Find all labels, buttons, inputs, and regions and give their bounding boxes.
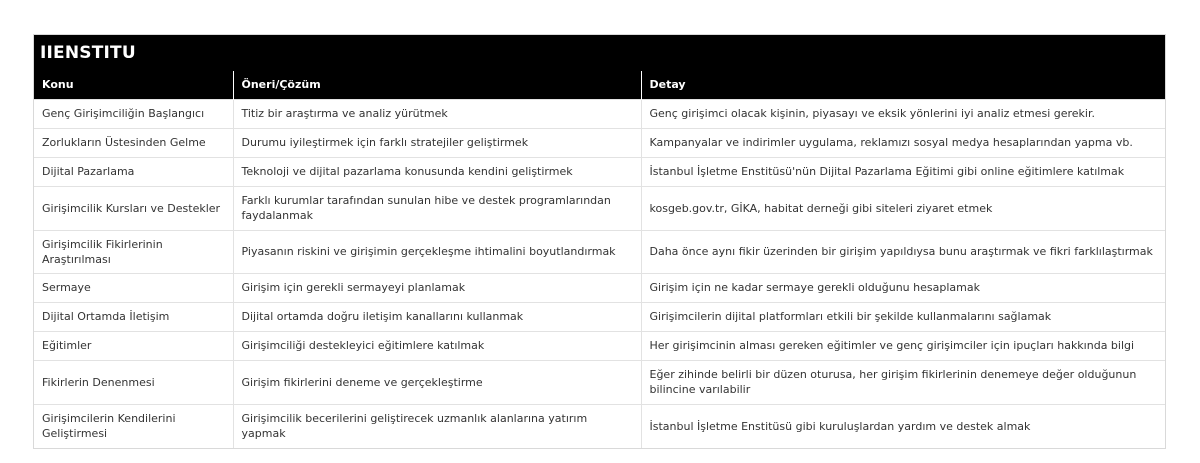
table-cell: Farklı kurumlar tarafından sunulan hibe ve destek programlarından faydalanmak bbox=[233, 186, 641, 230]
table-cell: Zorlukların Üstesinden Gelme bbox=[34, 128, 233, 157]
column-header-konu: Konu bbox=[34, 71, 233, 99]
table-cell: Eğer zihinde belirli bir düzen oturusa, her girişim fikirlerinin denemeye değer olduğunun bilincine varılabilir bbox=[641, 360, 1165, 404]
column-header-oneri-cozum: Öneri/Çözüm bbox=[233, 71, 641, 99]
table-row bbox=[34, 186, 1165, 230]
table-cell: Girişim için gerekli sermayeyi planlamak bbox=[233, 273, 641, 302]
table-body bbox=[34, 99, 1165, 448]
table-row bbox=[34, 128, 1165, 157]
data-table-container bbox=[33, 34, 1166, 449]
table-cell: Dijital ortamda doğru iletişim kanallarını kullanmak bbox=[233, 302, 641, 331]
header-row bbox=[34, 71, 1165, 99]
table-cell: Dijital Ortamda İletişim bbox=[34, 302, 233, 331]
table-cell: Fikirlerin Denenmesi bbox=[34, 360, 233, 404]
brand-title: IIENSTITU bbox=[34, 35, 1165, 71]
table-cell: Girişimciliği destekleyici eğitimlere katılmak bbox=[233, 331, 641, 360]
table-cell: Durumu iyileştirmek için farklı stratejiler geliştirmek bbox=[233, 128, 641, 157]
table-cell: Genç Girişimciliğin Başlangıcı bbox=[34, 99, 233, 128]
table-cell: Girişimcilerin dijital platformları etkili bir şekilde kullanmalarını sağlamak bbox=[641, 302, 1165, 331]
column-header-detay: Detay bbox=[641, 71, 1165, 99]
table-cell: Girişimcilik Kursları ve Destekler bbox=[34, 186, 233, 230]
table-row bbox=[34, 302, 1165, 331]
table-cell: Her girişimcinin alması gereken eğitimler ve genç girişimciler için ipuçları hakkında bilgi bbox=[641, 331, 1165, 360]
table-cell: Kampanyalar ve indirimler uygulama, reklamızı sosyal medya hesaplarından yapma vb. bbox=[641, 128, 1165, 157]
table-cell: Dijital Pazarlama bbox=[34, 157, 233, 186]
table-row bbox=[34, 404, 1165, 448]
table-cell: Girişimcilik becerilerini geliştirecek uzmanlık alanlarına yatırım yapmak bbox=[233, 404, 641, 448]
table-row bbox=[34, 360, 1165, 404]
table-row bbox=[34, 157, 1165, 186]
table-cell: kosgeb.gov.tr, GİKA, habitat derneği gibi siteleri ziyaret etmek bbox=[641, 186, 1165, 230]
table-cell: İstanbul İşletme Enstitüsü'nün Dijital Pazarlama Eğitimi gibi online eğitimlere katılmak bbox=[641, 157, 1165, 186]
table-cell: Sermaye bbox=[34, 273, 233, 302]
table-cell: Eğitimler bbox=[34, 331, 233, 360]
table-cell: Teknoloji ve dijital pazarlama konusunda kendini geliştirmek bbox=[233, 157, 641, 186]
table-row bbox=[34, 99, 1165, 128]
table-cell: Genç girişimci olacak kişinin, piyasayı ve eksik yönlerini iyi analiz etmesi gerekir. bbox=[641, 99, 1165, 128]
table-row bbox=[34, 331, 1165, 360]
table-cell: Girişim fikirlerini deneme ve gerçekleştirme bbox=[233, 360, 641, 404]
data-table bbox=[34, 71, 1165, 448]
table-cell: İstanbul İşletme Enstitüsü gibi kuruluşlardan yardım ve destek almak bbox=[641, 404, 1165, 448]
table-cell: Girişim için ne kadar sermaye gerekli olduğunu hesaplamak bbox=[641, 273, 1165, 302]
table-cell: Piyasanın riskini ve girişimin gerçekleşme ihtimalini boyutlandırmak bbox=[233, 230, 641, 273]
table-cell: Girişimcilerin Kendilerini Geliştirmesi bbox=[34, 404, 233, 448]
table-cell: Daha önce aynı fikir üzerinden bir girişim yapıldıysa bunu araştırmak ve fikri farklılaştırmak bbox=[641, 230, 1165, 273]
table-cell: Girişimcilik Fikirlerinin Araştırılması bbox=[34, 230, 233, 273]
table-cell: Titiz bir araştırma ve analiz yürütmek bbox=[233, 99, 641, 128]
table-header bbox=[34, 71, 1165, 99]
table-row bbox=[34, 230, 1165, 273]
table-row bbox=[34, 273, 1165, 302]
